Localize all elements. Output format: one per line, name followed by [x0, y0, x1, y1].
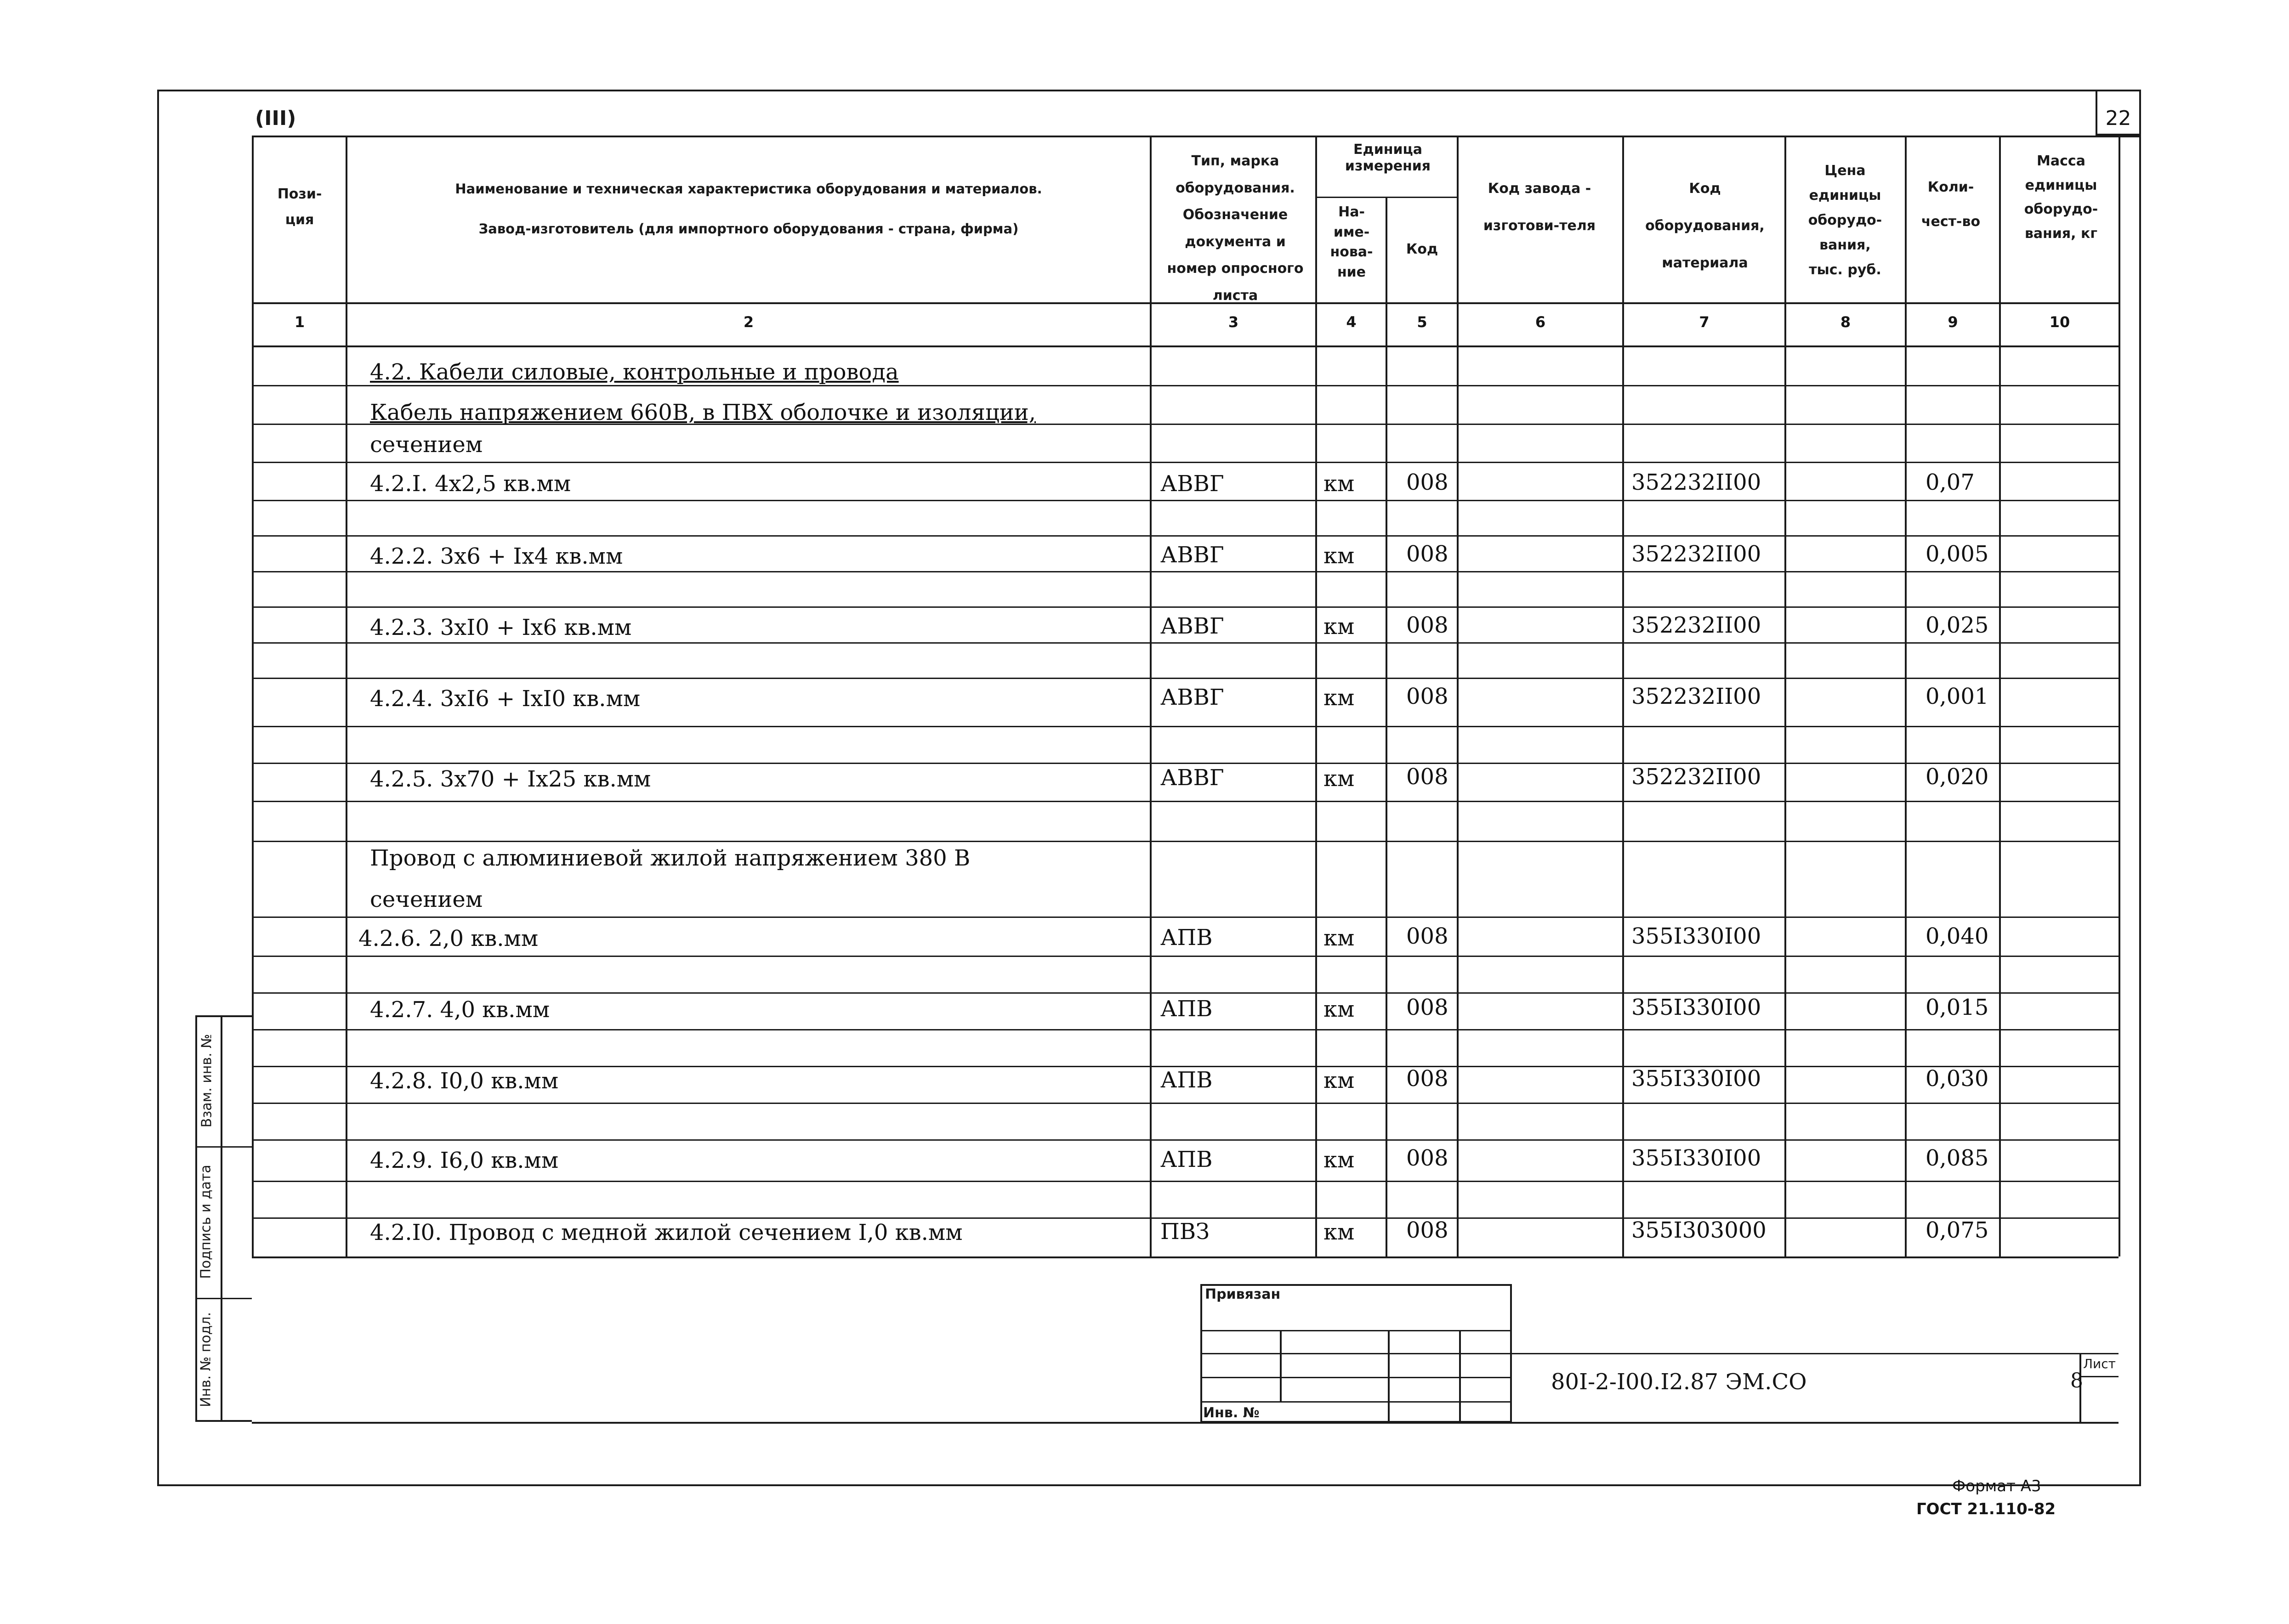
row-type: АПВ	[1160, 1067, 1213, 1093]
row-type: АВВГ	[1160, 685, 1224, 710]
row-type: АВВГ	[1160, 471, 1224, 497]
row-type: АВВГ	[1160, 765, 1224, 791]
row-unit: км	[1323, 1147, 1355, 1173]
row-unit-code: 008	[1406, 995, 1448, 1020]
row-quantity: 0,040	[1925, 923, 1989, 949]
row-equip-code: 355I303000	[1631, 1217, 1766, 1243]
row-equip-code: 352232II00	[1631, 612, 1761, 638]
row-type: АПВ	[1160, 925, 1213, 951]
row-quantity: 0,085	[1925, 1145, 1989, 1171]
row-unit: км	[1323, 766, 1355, 792]
row-unit: км	[1323, 614, 1355, 639]
row-unit: км	[1323, 1219, 1355, 1245]
row-unit-code: 008	[1406, 1066, 1448, 1092]
privyazan-label: Привязан	[1205, 1286, 1281, 1302]
col-number: 3	[1228, 313, 1239, 331]
row-name: 4.2.7. 4,0 кв.мм	[370, 997, 550, 1023]
row-equip-code: 355I330I00	[1631, 1066, 1761, 1092]
row-name: Кабель напряжением 660В, в ПВХ оболочке и изоляции,	[370, 400, 1036, 425]
side-stamp-inv-podl: Инв. № подл.	[198, 1312, 214, 1407]
row-unit-code: 008	[1406, 1145, 1448, 1171]
row-unit-code: 008	[1406, 541, 1448, 567]
row-quantity: 0,075	[1925, 1217, 1989, 1243]
row-unit-code: 008	[1406, 684, 1448, 709]
row-quantity: 0,005	[1925, 541, 1989, 567]
header-name-line1: Наименование и техническая характеристика оборудования и материалов.	[455, 181, 1042, 197]
header-unit-group: Единица измерения	[1345, 141, 1431, 174]
document-code: 80I-2-I00.I2.87 ЭМ.СО	[1551, 1369, 1807, 1395]
row-unit-code: 008	[1406, 612, 1448, 638]
header-unit-code: Код	[1406, 241, 1438, 257]
row-unit-code: 008	[1406, 470, 1448, 495]
row-name: 4.2.I0. Провод с медной жилой сечением I,0 кв.мм	[370, 1220, 963, 1245]
col-number: 2	[743, 313, 754, 331]
list-number: 8	[2070, 1369, 2083, 1392]
row-name: сечением	[370, 887, 483, 912]
row-unit: км	[1323, 1068, 1355, 1093]
header-quantity: Коли-чест-во	[1921, 179, 1981, 230]
col-number: 6	[1535, 313, 1546, 331]
row-type: АВВГ	[1160, 613, 1224, 639]
row-type: ПВЗ	[1160, 1219, 1210, 1245]
row-unit-code: 008	[1406, 923, 1448, 949]
header-equip-code: Код оборудования, материала	[1645, 181, 1765, 271]
gost-label: ГОСТ 21.110-82	[1916, 1500, 2056, 1518]
row-quantity: 0,07	[1925, 470, 1975, 495]
row-type: АПВ	[1160, 1147, 1213, 1172]
col-number: 9	[1948, 313, 1958, 331]
col-number: 1	[294, 313, 305, 331]
row-quantity: 0,025	[1925, 612, 1989, 638]
row-equip-code: 355I330I00	[1631, 995, 1761, 1020]
row-equip-code: 352232II00	[1631, 764, 1761, 790]
row-unit: км	[1323, 996, 1355, 1022]
header-mass: Масса единицы оборудо-вания, кг	[2024, 153, 2098, 242]
header-type: Тип, марка оборудования. Обозначение документа и номер опросного листа	[1167, 153, 1304, 304]
row-name: 4.2.4. 3xI6 + IxI0 кв.мм	[370, 686, 641, 712]
row-unit-code: 008	[1406, 1217, 1448, 1243]
row-equip-code: 355I330I00	[1631, 923, 1761, 949]
list-label: Лист	[2083, 1356, 2116, 1371]
row-unit: км	[1323, 471, 1355, 497]
row-equip-code: 352232II00	[1631, 541, 1761, 567]
inv-no-label: Инв. №	[1203, 1405, 1260, 1421]
col-number: 8	[1840, 313, 1851, 331]
header-factory-code: Код завода - изготови-теля	[1483, 181, 1596, 234]
side-stamp-vzam: Взам. инв. №	[199, 1034, 215, 1128]
row-name: 4.2.2. 3x6 + Ix4 кв.мм	[370, 543, 623, 569]
row-quantity: 0,020	[1925, 764, 1989, 790]
row-unit: км	[1323, 543, 1355, 569]
col-number: 5	[1417, 313, 1427, 331]
page-number: 22	[2105, 107, 2131, 130]
row-unit: км	[1323, 925, 1355, 951]
row-name: 4.2.9. I6,0 кв.мм	[370, 1148, 559, 1173]
row-name: Провод с алюминиевой жилой напряжением 380 В	[370, 845, 971, 871]
row-type: АВВГ	[1160, 542, 1224, 568]
format-label: Формат А3	[1952, 1477, 2041, 1495]
row-name: 4.2.3. 3xI0 + Ix6 кв.мм	[370, 615, 632, 640]
row-name: 4.2.I. 4x2,5 кв.мм	[370, 471, 571, 497]
header-price: Цена единицы оборудо-вания, тыс. руб.	[1808, 163, 1882, 278]
row-name: 4.2.8. I0,0 кв.мм	[370, 1068, 559, 1094]
side-stamp-podpis: Подпись и дата	[198, 1165, 214, 1279]
header-position: Пози- ция	[277, 186, 322, 228]
row-name: сечением	[370, 432, 483, 458]
row-name: 4.2.6. 2,0 кв.мм	[358, 926, 539, 951]
row-unit-code: 008	[1406, 764, 1448, 790]
row-unit: км	[1323, 685, 1355, 711]
row-quantity: 0,015	[1925, 995, 1989, 1020]
row-name: 4.2. Кабели силовые, контрольные и провода	[370, 359, 899, 385]
header-name-line2: Завод-изготовитель (для импортного оборудования - страна, фирма)	[478, 221, 1019, 237]
row-quantity: 0,001	[1925, 684, 1989, 709]
row-equip-code: 352232II00	[1631, 684, 1761, 709]
row-quantity: 0,030	[1925, 1066, 1989, 1092]
row-equip-code: 352232II00	[1631, 470, 1761, 495]
col-number: 4	[1346, 313, 1357, 331]
row-equip-code: 355I330I00	[1631, 1145, 1761, 1171]
header-unit-name: На-име-нова-ние	[1330, 204, 1373, 280]
col-number: 7	[1699, 313, 1710, 331]
row-name: 4.2.5. 3x70 + Ix25 кв.мм	[370, 766, 651, 792]
row-type: АПВ	[1160, 996, 1213, 1022]
col-number: 10	[2049, 313, 2070, 331]
section-mark: (III)	[255, 107, 296, 130]
